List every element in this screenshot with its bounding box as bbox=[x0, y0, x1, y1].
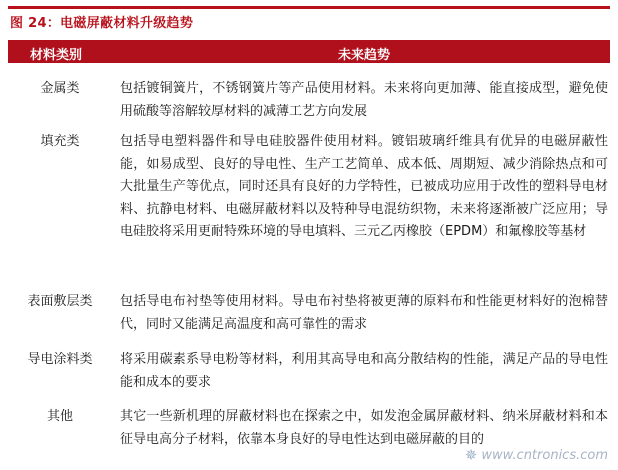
row-description: 包括导电塑料器件和导电硅胶器件使用材料。镀铝玻璃纤维具有优异的电磁屏蔽性能，如易成型、良好的导电性、生产工艺简单、成本低、周期短、减少消除热点和可大批量生产等优点，同时还具有良好的力学特性，已被成功应用于改性的塑料导电材料、抗静电材料、电磁屏蔽材料以及特种导电混纺织物，未来将逐渐被广泛应用；导电硅胶将采用更耐特殊环境的导电填料、三元乙丙橡胶（EPDM）和氟橡胶等基材 bbox=[120, 134, 608, 239]
row-description: 将采用碳素系导电粉等材料，利用其高导电和高分散结构的性能，满足产品的导电性能和成本的要求 bbox=[120, 352, 608, 390]
row-category: 金属类 bbox=[40, 81, 80, 96]
row-description: 包括镀铜簧片，不锈钢簧片等产品使用材料。未来将向更加薄、能直接成型，避免使用硫酸等溶解较厚材料的减薄工艺方向发展 bbox=[120, 81, 608, 119]
header-trend: 未来趋势 bbox=[337, 48, 390, 63]
table-header bbox=[8, 40, 610, 63]
row-category: 填充类 bbox=[40, 134, 80, 149]
watermark-text: www.cntronics.com bbox=[481, 447, 608, 463]
row-description: 包括导电布衬垫等使用材料。导电布衬垫将被更薄的原料布和性能更材料好的泡棉替代，同时又能满足高温度和高可靠性的需求 bbox=[120, 294, 608, 332]
header-category: 材料类别 bbox=[29, 48, 82, 63]
watermark bbox=[465, 446, 608, 464]
top-rule bbox=[8, 6, 610, 9]
row-category: 表面敷层类 bbox=[27, 294, 93, 309]
row-category: 其他 bbox=[46, 409, 73, 424]
row-description: 其它一些新机理的屏蔽材料也在探索之中，如发泡金属屏蔽材料、纳米屏蔽材料和本征导电高分子材料，依靠本身良好的导电性达到电磁屏蔽的目的 bbox=[120, 409, 608, 447]
row-category: 导电涂料类 bbox=[27, 352, 93, 367]
figure-caption: 图 24：电磁屏蔽材料升级趋势 bbox=[10, 16, 194, 31]
cntronics-logo-icon: ✵ bbox=[464, 446, 478, 464]
